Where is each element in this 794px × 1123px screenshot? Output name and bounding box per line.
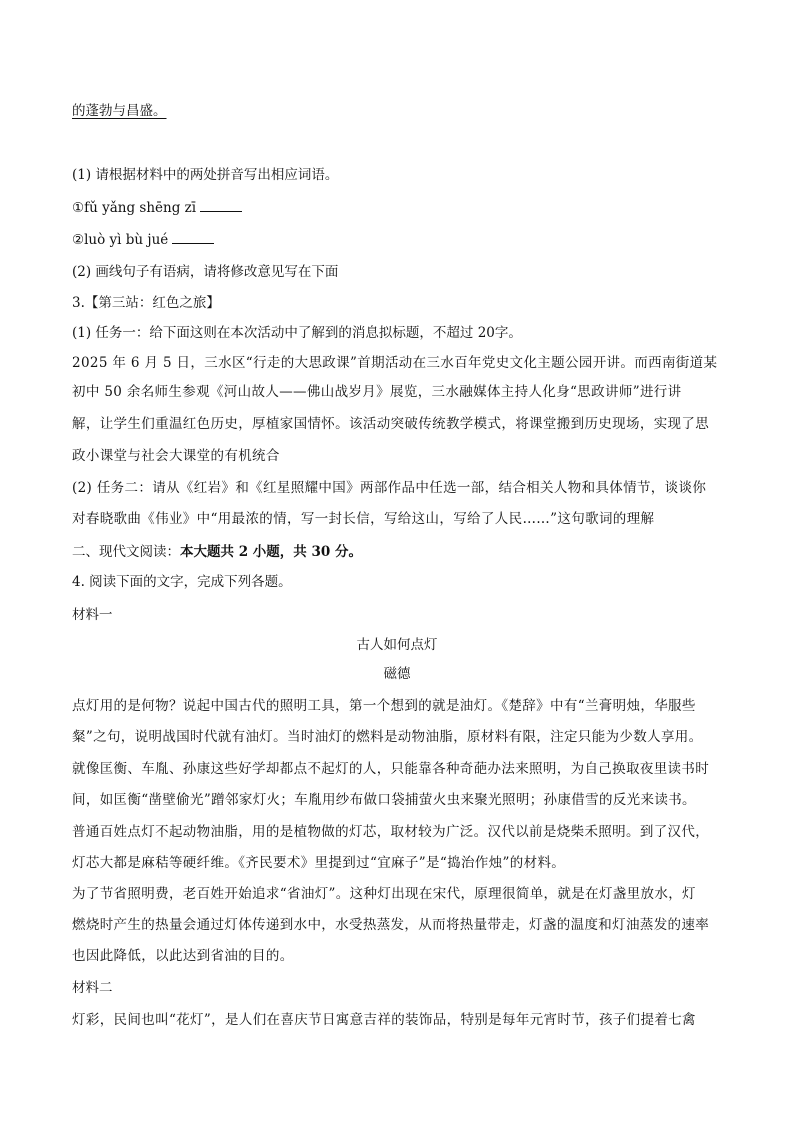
pinyin-item-2-text: ②luò yì bù jué — [72, 232, 169, 248]
pinyin-item-1 — [72, 198, 242, 218]
material2-label: 材料二 — [72, 980, 113, 996]
pinyin-item-2 — [72, 230, 214, 250]
para1-line: 间，如匡衡“凿壁偷光”蹭邻家灯火；车胤用纱布做口袋捕萤火虫来聚光照明；孙康借雪的反光来读书。 — [72, 792, 696, 808]
underlined-sentence-end: 的蓬勃与昌盛。 — [72, 103, 167, 119]
section2-heading-bold: 本大题共 2 小题，共 30 分。 — [180, 544, 362, 560]
news-line: 2025 年 6 月 5 日，三水区“行走的大思政课”首期活动在三水百年党史文化主题公园开讲。而西南街道某 — [72, 355, 718, 371]
q3-title: 3.【第三站：红色之旅】 — [72, 295, 220, 311]
para3-line: 灯彩，民间也叫“花灯”，是人们在喜庆节日寓意吉祥的装饰品，特别是每年元宵时节，孩子们提着七禽 — [72, 1012, 696, 1028]
para1-line: 点灯用的是何物？说起中国古代的照明工具，第一个想到的就是油灯。《楚辞》中有“兰膏明烛，华服些 — [72, 698, 696, 714]
section2-heading-prefix: 二、现代文阅读： — [72, 544, 180, 560]
article-author: 磁德 — [383, 666, 411, 682]
news-line: 初中 50 余名师生参观《河山故人——佛山战岁月》展览，三水融媒体主持人化身“思政讲师”进行讲 — [72, 384, 682, 400]
news-line: 解，让学生们重温红色历史，厚植家国情怀。该活动突破传统教学模式，将课堂搬到历史现场，实现了思 — [72, 416, 710, 432]
article-title: 古人如何点灯 — [356, 637, 438, 653]
para1-line: 就像匡衡、车胤、孙康这些好学却都点不起灯的人，只能靠各种奇葩办法来照明，为自己换取夜里读书时 — [72, 761, 710, 777]
q3-task2-line: 对春晓歌曲《伟业》中“用最浓的情，写一封长信，写给这山，写给了人民……”这句歌词的理解 — [72, 511, 655, 527]
section2-heading — [72, 542, 362, 562]
para1-line: 灯芯大都是麻秸等硬纤维。《齐民要术》里提到过“宜麻子”是“捣治作烛”的材料。 — [72, 855, 566, 871]
q2-part1: (1) 请根据材料中的两处拼音写出相应词语。 — [72, 167, 339, 183]
material1-label: 材料一 — [72, 607, 113, 623]
pinyin-item-1-text: ①fǔ yǎng shēng zī — [72, 200, 197, 216]
para1-line: 普通百姓点灯不起动物油脂，用的是植物做的灯芯，取材较为广泛。汉代以前是烧柴禾照明。到了汉代， — [72, 824, 710, 840]
q4-instruction: 4. 阅读下面的文字，完成下列各题。 — [72, 574, 292, 590]
para2-line: 燃烧时产生的热量会通过灯体传递到水中，水受热蒸发，从而将热量带走，灯盏的温度和灯油蒸发的速率 — [72, 917, 710, 933]
para2-line: 也因此降低，以此达到省油的目的。 — [72, 948, 294, 964]
q3-task2-line: (2) 任务二：请从《红岩》和《红星照耀中国》两部作品中任选一部，结合相关人物和具体情节，谈谈你 — [72, 480, 707, 496]
answer-blank-2[interactable] — [172, 230, 214, 244]
q2-part2: (2) 画线句子有语病，请将修改意见写在下面 — [72, 264, 339, 280]
para2-line: 为了节省照明费，老百姓开始追求“省油灯”。这种灯出现在宋代，原理很简单，就是在灯盏里放水，灯 — [72, 886, 696, 902]
para1-line: 粲”之句，说明战国时代就有油灯。当时油灯的燃料是动物油脂，原材料有限，注定只能为少数人享用。 — [72, 729, 703, 745]
answer-blank-1[interactable] — [200, 198, 242, 212]
news-line: 政小课堂与社会大课堂的有机统合 — [72, 448, 280, 464]
q3-task1: (1) 任务一：给下面这则在本次活动中了解到的消息拟标题，不超过 20字。 — [72, 325, 522, 341]
